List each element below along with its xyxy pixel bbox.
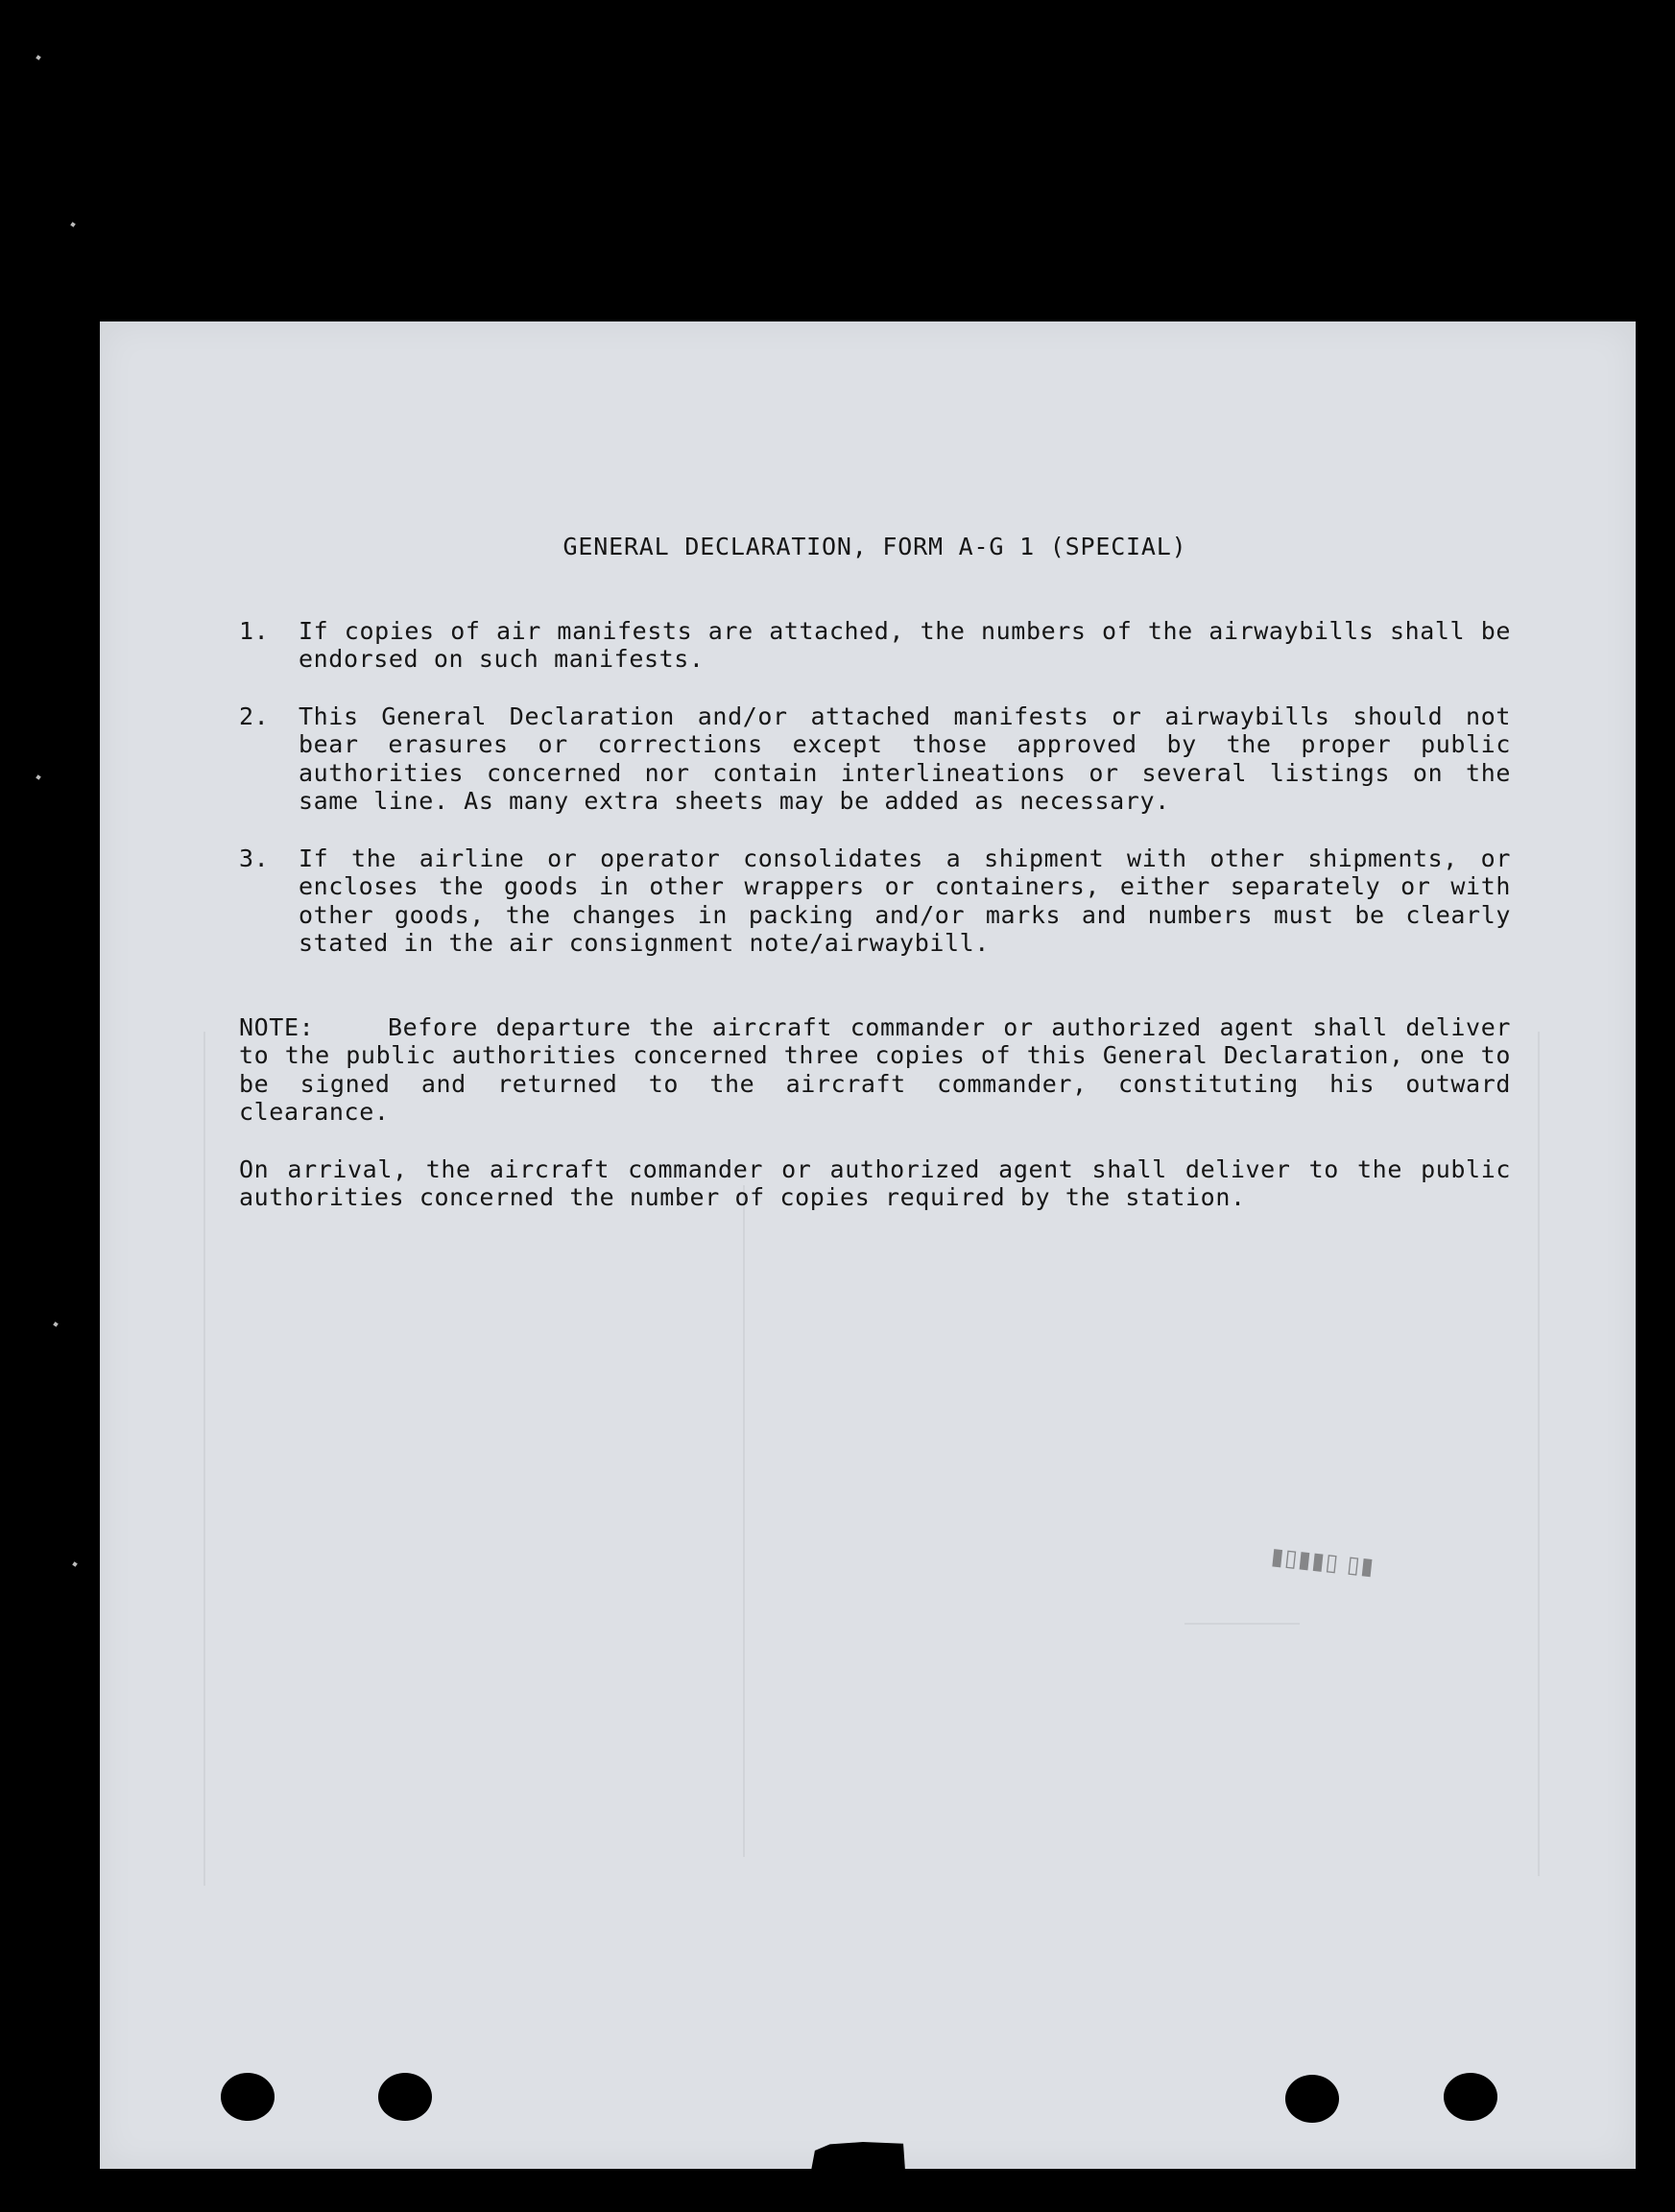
bleed-through-line [203, 1032, 205, 1886]
punch-hole [378, 2073, 432, 2121]
item-number: 3. [239, 844, 270, 872]
punch-hole [221, 2073, 275, 2121]
instruction-item [239, 844, 1511, 958]
arrival-paragraph: On arrival, the aircraft commander or authorized agent shall deliver to the public authorities concerned the number of copies required by the station. [239, 1154, 1511, 1211]
faint-stamp-mark: ▮▯▮▮▯ ▯▮ [1269, 1542, 1376, 1581]
item-number: 1. [239, 616, 270, 645]
note-label: NOTE: [239, 1012, 315, 1041]
item-number: 2. [239, 702, 270, 730]
punch-hole [1285, 2075, 1339, 2123]
bleed-through-line [743, 1185, 745, 1857]
item-text: If copies of air manifests are attached, the numbers of the airwaybills shall be endorsed on such manifests. [299, 616, 1511, 673]
scan-speck [72, 1561, 78, 1567]
note-text: Before departure the aircraft commander or authorized agent shall deliver to the public authorities concerned three copies of this General Declaration, one to be signed and returned to the aircraft commander, constituting his outward clearance. [239, 1012, 1511, 1126]
item-text: This General Declaration and/or attached manifests or airwaybills should not bear erasures or corrections except those approved by the proper public authorities concerned nor contain interlineations or several listings on the same line. As many extra sheets may be added as necessary. [299, 702, 1511, 815]
instruction-item [239, 617, 1511, 674]
scan-speck [53, 1321, 59, 1327]
page-tab-mark [811, 2142, 905, 2171]
scan-speck [36, 774, 41, 780]
scanned-page [100, 321, 1636, 2169]
scan-speck [70, 222, 76, 227]
note-paragraph [239, 1013, 1511, 1127]
bleed-through-line [1538, 1032, 1540, 1876]
punch-hole [1444, 2073, 1497, 2121]
declaration-content [239, 533, 1511, 1212]
bleed-through-line [1184, 1623, 1300, 1625]
instruction-item [239, 702, 1511, 816]
item-text: If the airline or operator consolidates a shipment with other shipments, or encloses the goods in other wrappers or containers, either separately or with other goods, the changes in packing and/or marks and numbers must be clearly stated in the air consignment note/airwaybill. [299, 844, 1511, 957]
form-title: GENERAL DECLARATION, FORM A-G 1 (SPECIAL) [562, 533, 1187, 560]
scan-speck [36, 55, 41, 60]
